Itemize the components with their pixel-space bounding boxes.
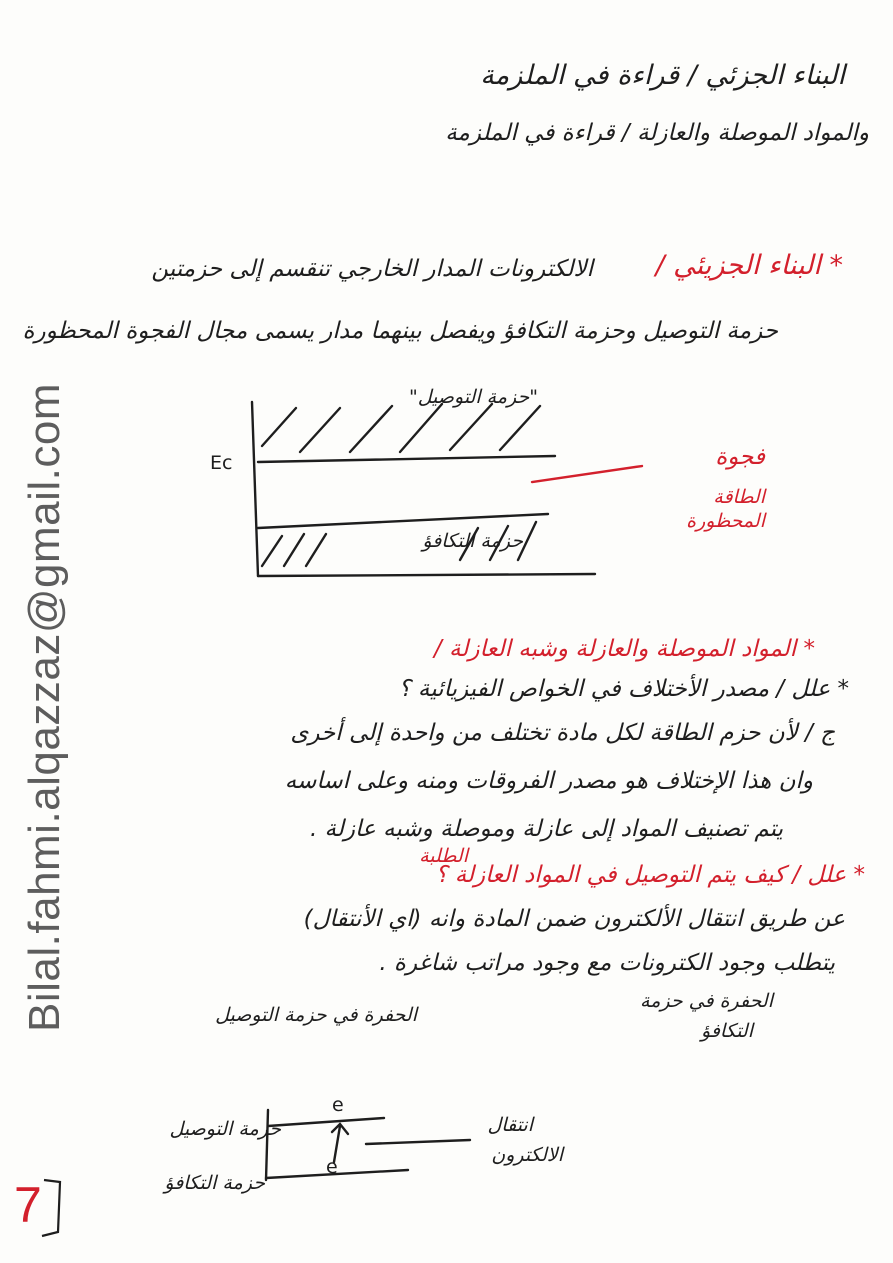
lower-band-label: حزمة التكافؤ [164,1172,265,1194]
band-line-1: الالكترونات المدار الخارجي تنقسم إلى حزمتين [151,256,593,282]
answer-1-line-3: يتم تصنيف المواد إلى عازلة وموصلة وشبه عازلة . [309,816,783,842]
answer-1-line-2: وان هذا الإختلاف هو مصدر الفروقات ومنه وعلى اساسه [284,768,813,794]
email-watermark: Bilal.fahmi.alqazzaz@gmail.com [20,382,69,1032]
electron-move-label-2: الالكترون [491,1144,563,1166]
electron-move-label-1: انتقال [487,1114,533,1136]
electron-top-label: e [332,1094,344,1116]
hole-valence-label-1: الحفرة في حزمة [640,990,773,1012]
question-1: * علل / مصدر الأختلاف في الخواص الفيزيائية ؟ [398,676,849,702]
gap-label-3: المحظورة [686,510,765,532]
intro-line-1: البناء الجزئي / قراءة في الملزمة [480,60,845,91]
valence-band-label: حزمة التكافؤ [422,530,523,552]
hole-valence-label-2: التكافؤ [701,1020,753,1042]
electron-bottom-label: e [326,1156,338,1178]
upper-band-label: حزمة التوصيل [169,1118,281,1140]
band-line-2: حزمة التوصيل وحزمة التكافؤ ويفصل بينهما مدار يسمى مجال الفجوة المحظورة [22,318,778,344]
question-2: * علل / كيف يتم التوصيل في المواد العازلة ؟ [435,862,865,888]
answer-2-line-1: عن طريق انتقال الألكترون ضمن المادة وانه (اي الأنتقال) [303,906,845,932]
section-heading-band: * البناء الجزيئي / [655,250,843,281]
intro-line-2: والمواد الموصلة والعازلة / قراءة في الملزمة [445,120,869,146]
section-heading-materials: * المواد الموصلة والعازلة وشبه العازلة / [433,636,815,662]
page-number: 7 [14,1177,42,1233]
conduction-band-label: "حزمة التوصيل" [409,386,538,408]
hole-conduction-label: الحفرة في حزمة التوصيل [215,1004,417,1026]
answer-2-line-2: يتطلب وجود الكترونات مع وجود مراتب شاغرة . [379,950,835,976]
ec-label: Ec [210,452,233,474]
answer-1-line-1: ج / لأن حزم الطاقة لكل مادة تختلف من واحدة إلى أخرى [290,720,835,746]
gap-label-2: الطاقة [713,486,765,508]
gap-label-1: فجوة [715,444,765,470]
question-2-annotation: الطلبة [419,845,468,867]
